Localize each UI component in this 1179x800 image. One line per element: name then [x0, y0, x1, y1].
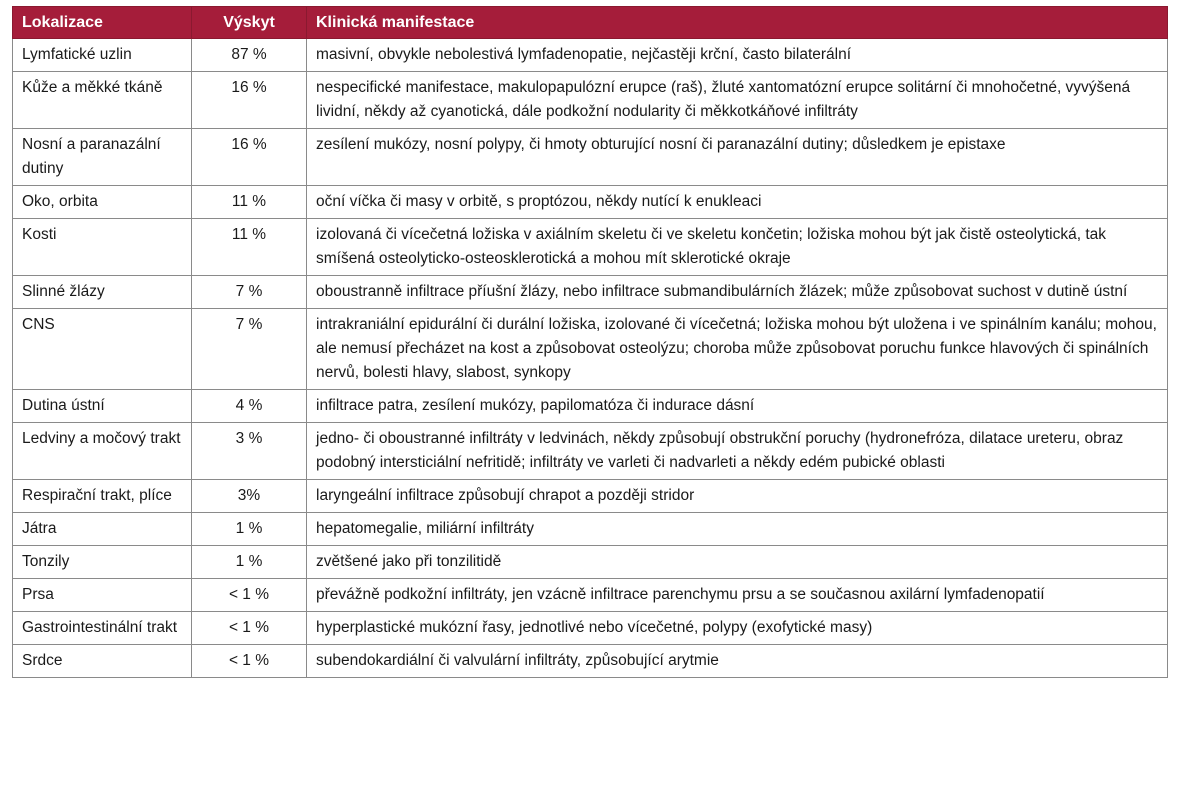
table-container [12, 6, 1167, 678]
cell-occurrence: 1 % [192, 513, 307, 546]
cell-location: CNS [13, 309, 192, 390]
cell-location: Respirační trakt, plíce [13, 480, 192, 513]
cell-manifestation: izolovaná či vícečetná ložiska v axiálním skeletu či ve skeletu končetin; ložiska mohou být jak čistě osteolytická, tak smíšená osteolyticko-osteosklerotická a mohou mít sklerotické okraje [307, 219, 1168, 276]
cell-location: Tonzily [13, 546, 192, 579]
cell-occurrence: 11 % [192, 186, 307, 219]
cell-manifestation: laryngeální infiltrace způsobují chrapot a později stridor [307, 480, 1168, 513]
table-row [13, 645, 1168, 678]
cell-location: Játra [13, 513, 192, 546]
cell-location: Lymfatické uzlin [13, 39, 192, 72]
header-manifestation: Klinická manifestace [307, 7, 1168, 39]
cell-occurrence: < 1 % [192, 645, 307, 678]
manifestation-table [12, 6, 1168, 678]
cell-manifestation: zvětšené jako při tonzilitidě [307, 546, 1168, 579]
table-row [13, 513, 1168, 546]
cell-manifestation: jedno- či oboustranné infiltráty v ledvinách, někdy způsobují obstrukční poruchy (hydronefróza, dilatace ureteru, obraz podobný intersticiální nefritidě; infiltráty ve varleti či nadvarleti a někdy edém pubické oblasti [307, 423, 1168, 480]
cell-occurrence: 3 % [192, 423, 307, 480]
table-row [13, 39, 1168, 72]
cell-manifestation: intrakraniální epidurální či durální ložiska, izolované či vícečetná; ložiska mohou být uložena i ve spinálním kanálu; mohou, ale nemusí přecházet na kost a způsobovat osteolýzu; choroba může způsobovat poruchu funkce hlavových či spinálních nervů, bolesti hlavy, slabost, synkopy [307, 309, 1168, 390]
table-row [13, 309, 1168, 390]
cell-location: Prsa [13, 579, 192, 612]
cell-manifestation: masivní, obvykle nebolestivá lymfadenopatie, nejčastěji krční, často bilaterální [307, 39, 1168, 72]
cell-occurrence: 7 % [192, 276, 307, 309]
table-body [13, 39, 1168, 678]
table-row [13, 480, 1168, 513]
table-row [13, 423, 1168, 480]
cell-manifestation: hepatomegalie, miliární infiltráty [307, 513, 1168, 546]
table-row [13, 186, 1168, 219]
cell-location: Slinné žlázy [13, 276, 192, 309]
cell-location: Oko, orbita [13, 186, 192, 219]
cell-occurrence: 87 % [192, 39, 307, 72]
cell-location: Nosní a paranazální dutiny [13, 129, 192, 186]
cell-occurrence: < 1 % [192, 612, 307, 645]
cell-occurrence: < 1 % [192, 579, 307, 612]
cell-occurrence: 3% [192, 480, 307, 513]
cell-manifestation: infiltrace patra, zesílení mukózy, papilomatóza či indurace dásní [307, 390, 1168, 423]
cell-occurrence: 16 % [192, 129, 307, 186]
cell-occurrence: 4 % [192, 390, 307, 423]
cell-manifestation: zesílení mukózy, nosní polypy, či hmoty obturující nosní či paranazální dutiny; důsledkem je epistaxe [307, 129, 1168, 186]
table-header-row [13, 7, 1168, 39]
cell-manifestation: subendokardiální či valvulární infiltráty, způsobující arytmie [307, 645, 1168, 678]
table-row [13, 546, 1168, 579]
cell-manifestation: oboustranně infiltrace příušní žlázy, nebo infiltrace submandibulárních žlázek; může způsobovat suchost v dutině ústní [307, 276, 1168, 309]
table-row [13, 276, 1168, 309]
table-row [13, 579, 1168, 612]
table-row [13, 390, 1168, 423]
table-row [13, 72, 1168, 129]
table-row [13, 219, 1168, 276]
cell-manifestation: hyperplastické mukózní řasy, jednotlivé nebo vícečetné, polypy (exofytické masy) [307, 612, 1168, 645]
cell-location: Kosti [13, 219, 192, 276]
table-row [13, 612, 1168, 645]
header-occurrence: Výskyt [192, 7, 307, 39]
cell-location: Kůže a měkké tkáně [13, 72, 192, 129]
cell-occurrence: 16 % [192, 72, 307, 129]
cell-occurrence: 7 % [192, 309, 307, 390]
cell-occurrence: 11 % [192, 219, 307, 276]
header-location: Lokalizace [13, 7, 192, 39]
table-row [13, 129, 1168, 186]
cell-location: Gastrointestinální trakt [13, 612, 192, 645]
cell-manifestation: oční víčka či masy v orbitě, s proptózou, někdy nutící k enukleaci [307, 186, 1168, 219]
cell-occurrence: 1 % [192, 546, 307, 579]
cell-location: Ledviny a močový trakt [13, 423, 192, 480]
cell-location: Srdce [13, 645, 192, 678]
cell-manifestation: převážně podkožní infiltráty, jen vzácně infiltrace parenchymu prsu a se současnou axilární lymfadenopatií [307, 579, 1168, 612]
cell-manifestation: nespecifické manifestace, makulopapulózní erupce (raš), žluté xantomatózní erupce solitární či mnohočetné, vyvýšená lividní, někdy až cyanotická, dále podkožní nodularity či měkkotkáňové infiltráty [307, 72, 1168, 129]
cell-location: Dutina ústní [13, 390, 192, 423]
